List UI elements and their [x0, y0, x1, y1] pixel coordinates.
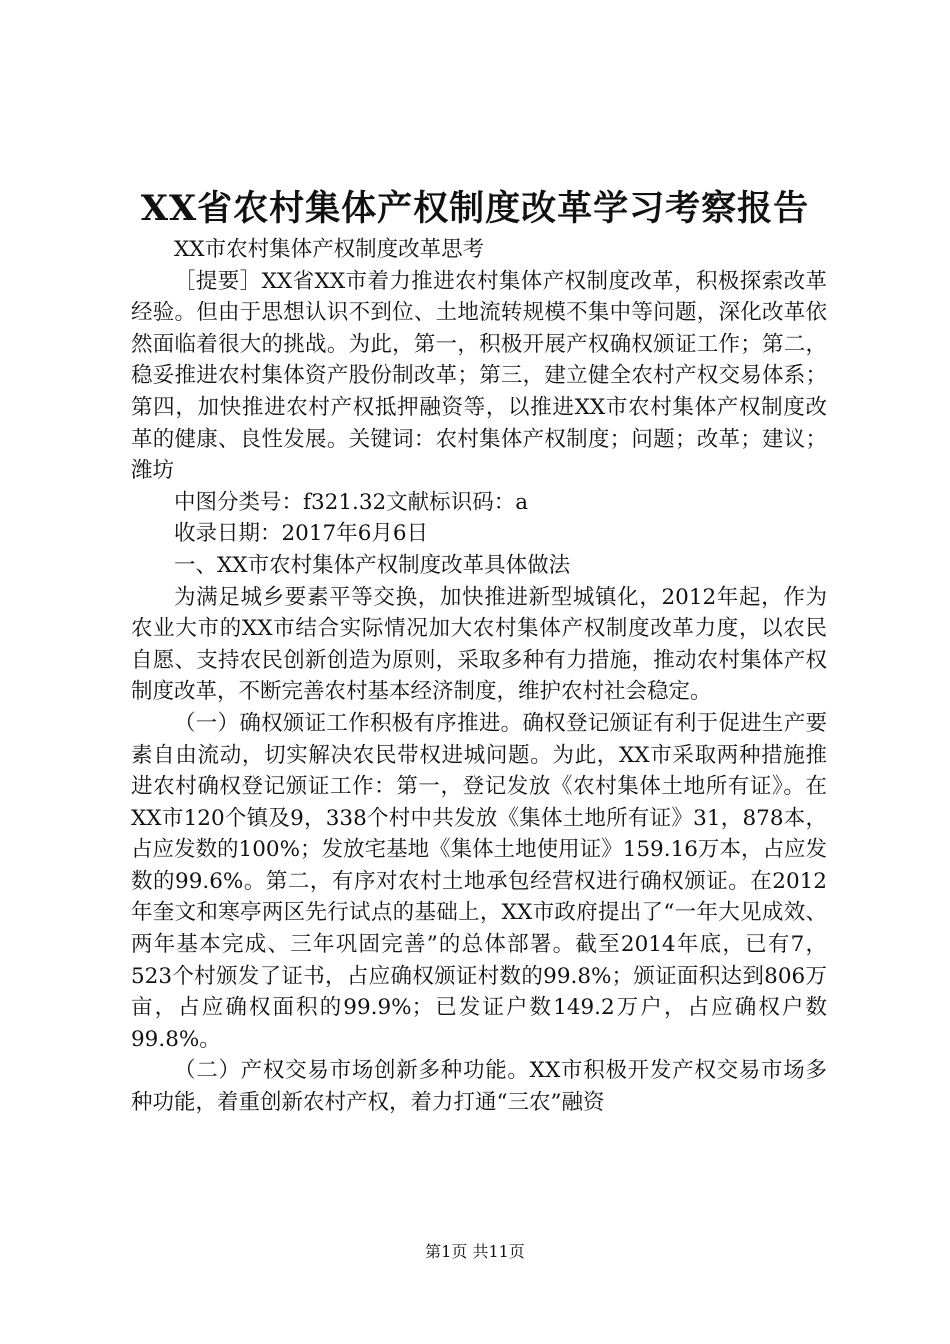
abstract-paragraph: ［提要］XX省XX市着力推进农村集体产权制度改革，积极探索改革经验。但由于思想认识不到位、土地流转规模不集中等问题，深化改革依然面临着很大的挑战。为此，第一，积极开展产权确权颁证工作；第二，稳妥推进农村集体资产股份制改革；第三，建立健全农村产权交易体系；第四，加快推进农村产权抵押融资等，以推进XX市农村集体产权制度改革的健康、良性发展。关键词：农村集体产权制度；问题；改革；建议；潍坊 [131, 268, 827, 484]
received-date-line: 收录日期：2017年6月6日 [174, 521, 429, 547]
section-heading: 一、XX市农村集体产权制度改革具体做法 [174, 552, 571, 578]
document-title: XX省农村集体产权制度改革学习考察报告 [140, 188, 810, 229]
body-paragraph: （二）产权交易市场创新多种功能。XX市积极开发产权交易市场多种功能，着重创新农村产权，着力打通“三农”融资 [131, 1058, 827, 1116]
classification-line: 中图分类号：f321.32文献标识码：a [174, 489, 529, 515]
body-paragraph: （一）确权颁证工作积极有序推进。确权登记颁证有利于促进生产要素自由流动，切实解决农民带权进城问题。为此，XX市采取两种措施推进农村确权登记颁证工作：第一，登记发放《农村集体土地所有证》。在XX市120个镇及9，338个村中共发放《集体土地所有证》31，878本，占应发数的100%；发放宅基地《集体土地使用证》159.16万本，占应发数的99.6%。第二，有序对农村土地承包经营权进行确权颁证。在2012年奎文和寒亭两区先行试点的基础上，XX市政府提出了“一年大见成效、两年基本完成、三年巩固完善”的总体部署。截至2014年底，已有7，523个村颁发了证书，占应确权颁证村数的99.8%；颁证面积达到806万亩，占应确权面积的99.9%；已发证户数149.2万户，占应确权户数99.8%。 [131, 710, 827, 1052]
subtitle-paragraph: XX市农村集体产权制度改革思考 [174, 237, 485, 262]
page-footer: 第1页 共11页 [425, 1242, 525, 1261]
body-paragraph: 为满足城乡要素平等交换，加快推进新型城镇化，2012年起，作为农业大市的XX市结合实际情况加大农村集体产权制度改革力度，以农民自愿、支持农民创新创造为原则，采取多种有力措施，推动农村集体产权制度改革，不断完善农村基本经济制度，维护农村社会稳定。 [131, 584, 827, 705]
document-body [131, 234, 827, 1119]
